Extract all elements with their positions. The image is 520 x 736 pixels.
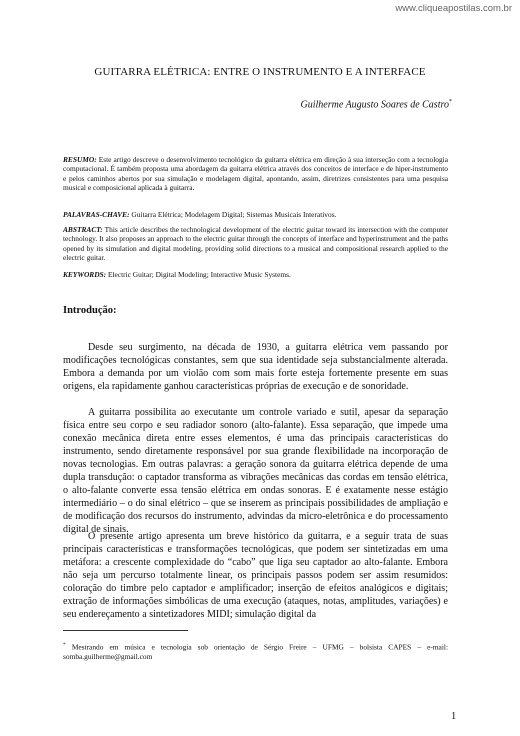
abstract-paragraph <box>63 225 448 262</box>
keywords-label: KEYWORDS: <box>63 270 107 279</box>
author-name: Guilherme Augusto Soares de Castro <box>300 99 449 111</box>
article-title: GUITARRA ELÉTRICA: ENTRE O INSTRUMENTO E A INTERFACE <box>94 66 426 78</box>
page-number: 1 <box>451 711 457 722</box>
footnote <box>63 641 448 661</box>
keywords-paragraph <box>63 270 448 279</box>
footnote-text: Mestrando em música e tecnologia sob orientação de Sérgio Freire – UFMG – bolsista CAPES – e-mail: somba.guilherme@gmail.com <box>63 642 448 661</box>
resumo-paragraph <box>63 155 448 192</box>
footnote-mark: * <box>63 642 66 648</box>
body-paragraph: A guitarra possibilita ao executante um controle variado e sutil, apesar da separação física entre seu corpo e seu radiador sonoro (alto-falante). Essa separação, que impede uma conexão mecânica direta entre esses elementos, é uma das principais características do instrumento, sendo diretamente responsável por sua grande flexibilidade na incorporação de novas tecnologias. Em outras palavras: a geração sonora da guitarra elétrica depende de uma dupla transdução: o captador transforma as vibrações mecânicas das cordas em tensão elétrica, o alto-falante converte essa tensão elétrica em ondas sonoras. E é exatamente nesse estágio intermediário – o do sinal elétrico – que se inserem as principais possibilidades de ampliação e de modificação dos recursos do instrumento, advindas da micro-eletrônica e do processamento digital de sinais. <box>63 407 448 535</box>
resumo-label: RESUMO: <box>63 155 97 164</box>
palavras-chave-text: Guitarra Elétrica; Modelagem Digital; Sistemas Musicais Interativos. <box>131 210 337 219</box>
section-heading: Introdução: <box>63 305 117 316</box>
resumo-text: Este artigo descreve o desenvolvimento tecnológico da guitarra elétrica em direção à sua interseção com a tecnologia computacional. É também proposta uma abordagem da guitarra elétrica através dos conceitos de interface e de hiper-instrumento e pelos caminhos abertos por sua simulação e modelagem digital, apontando, assim, diretrizes consistentes para uma pesquisa musical e composicional aplicada à guitarra. <box>63 155 448 192</box>
site-watermark: www.cliqueapostilas.com.br <box>395 3 512 14</box>
body-paragraph: Desde seu surgimento, na década de 1930, a guitarra elétrica vem passando por modificações tecnológicas constantes, sem que sua identidade seja substancialmente alterada. Embora a demanda por um violão com som mais forte esteja fortemente presente em suas origens, ela rapidamente ganhou características próprias de execução e de sonoridade. <box>63 342 448 392</box>
abstract-label: ABSTRACT: <box>63 225 103 234</box>
author-footnote-mark: * <box>449 99 452 105</box>
palavras-chave-paragraph <box>63 210 448 219</box>
abstract-text: This article describes the technological development of the electric guitar toward its intersection with the computer technology. It also proposes an approach to the electric guitar through the concepts of interface and hyperinstrument and the paths opened by its simulation and digital modeling, providing solid directions to a musical and compositional research applied to the electric guitar. <box>63 225 448 262</box>
footnote-rule <box>63 630 188 631</box>
author-line <box>300 99 452 110</box>
keywords-text: Electric Guitar; Digital Modeling; Interactive Music Systems. <box>107 270 291 279</box>
body-paragraph: O presente artigo apresenta um breve histórico da guitarra, e a seguir trata de suas principais características e transformações tecnológicas, que podem ser sintetizadas em uma metáfora: a crescente complexidade do “cabo” que liga seu captador ao alto-falante. Embora não seja um percurso totalmente linear, os principais passos podem ser assim resumidos: coloração do timbre pelo captador e amplificador; inserção de efeitos analógicos e digitais; extração de informações simbólicas de uma execução (ataques, notas, amplitudes, variações) e seu endereçamento a sintetizadores MIDI; simulação digital da <box>63 531 448 620</box>
palavras-chave-label: PALAVRAS-CHAVE: <box>63 210 130 219</box>
